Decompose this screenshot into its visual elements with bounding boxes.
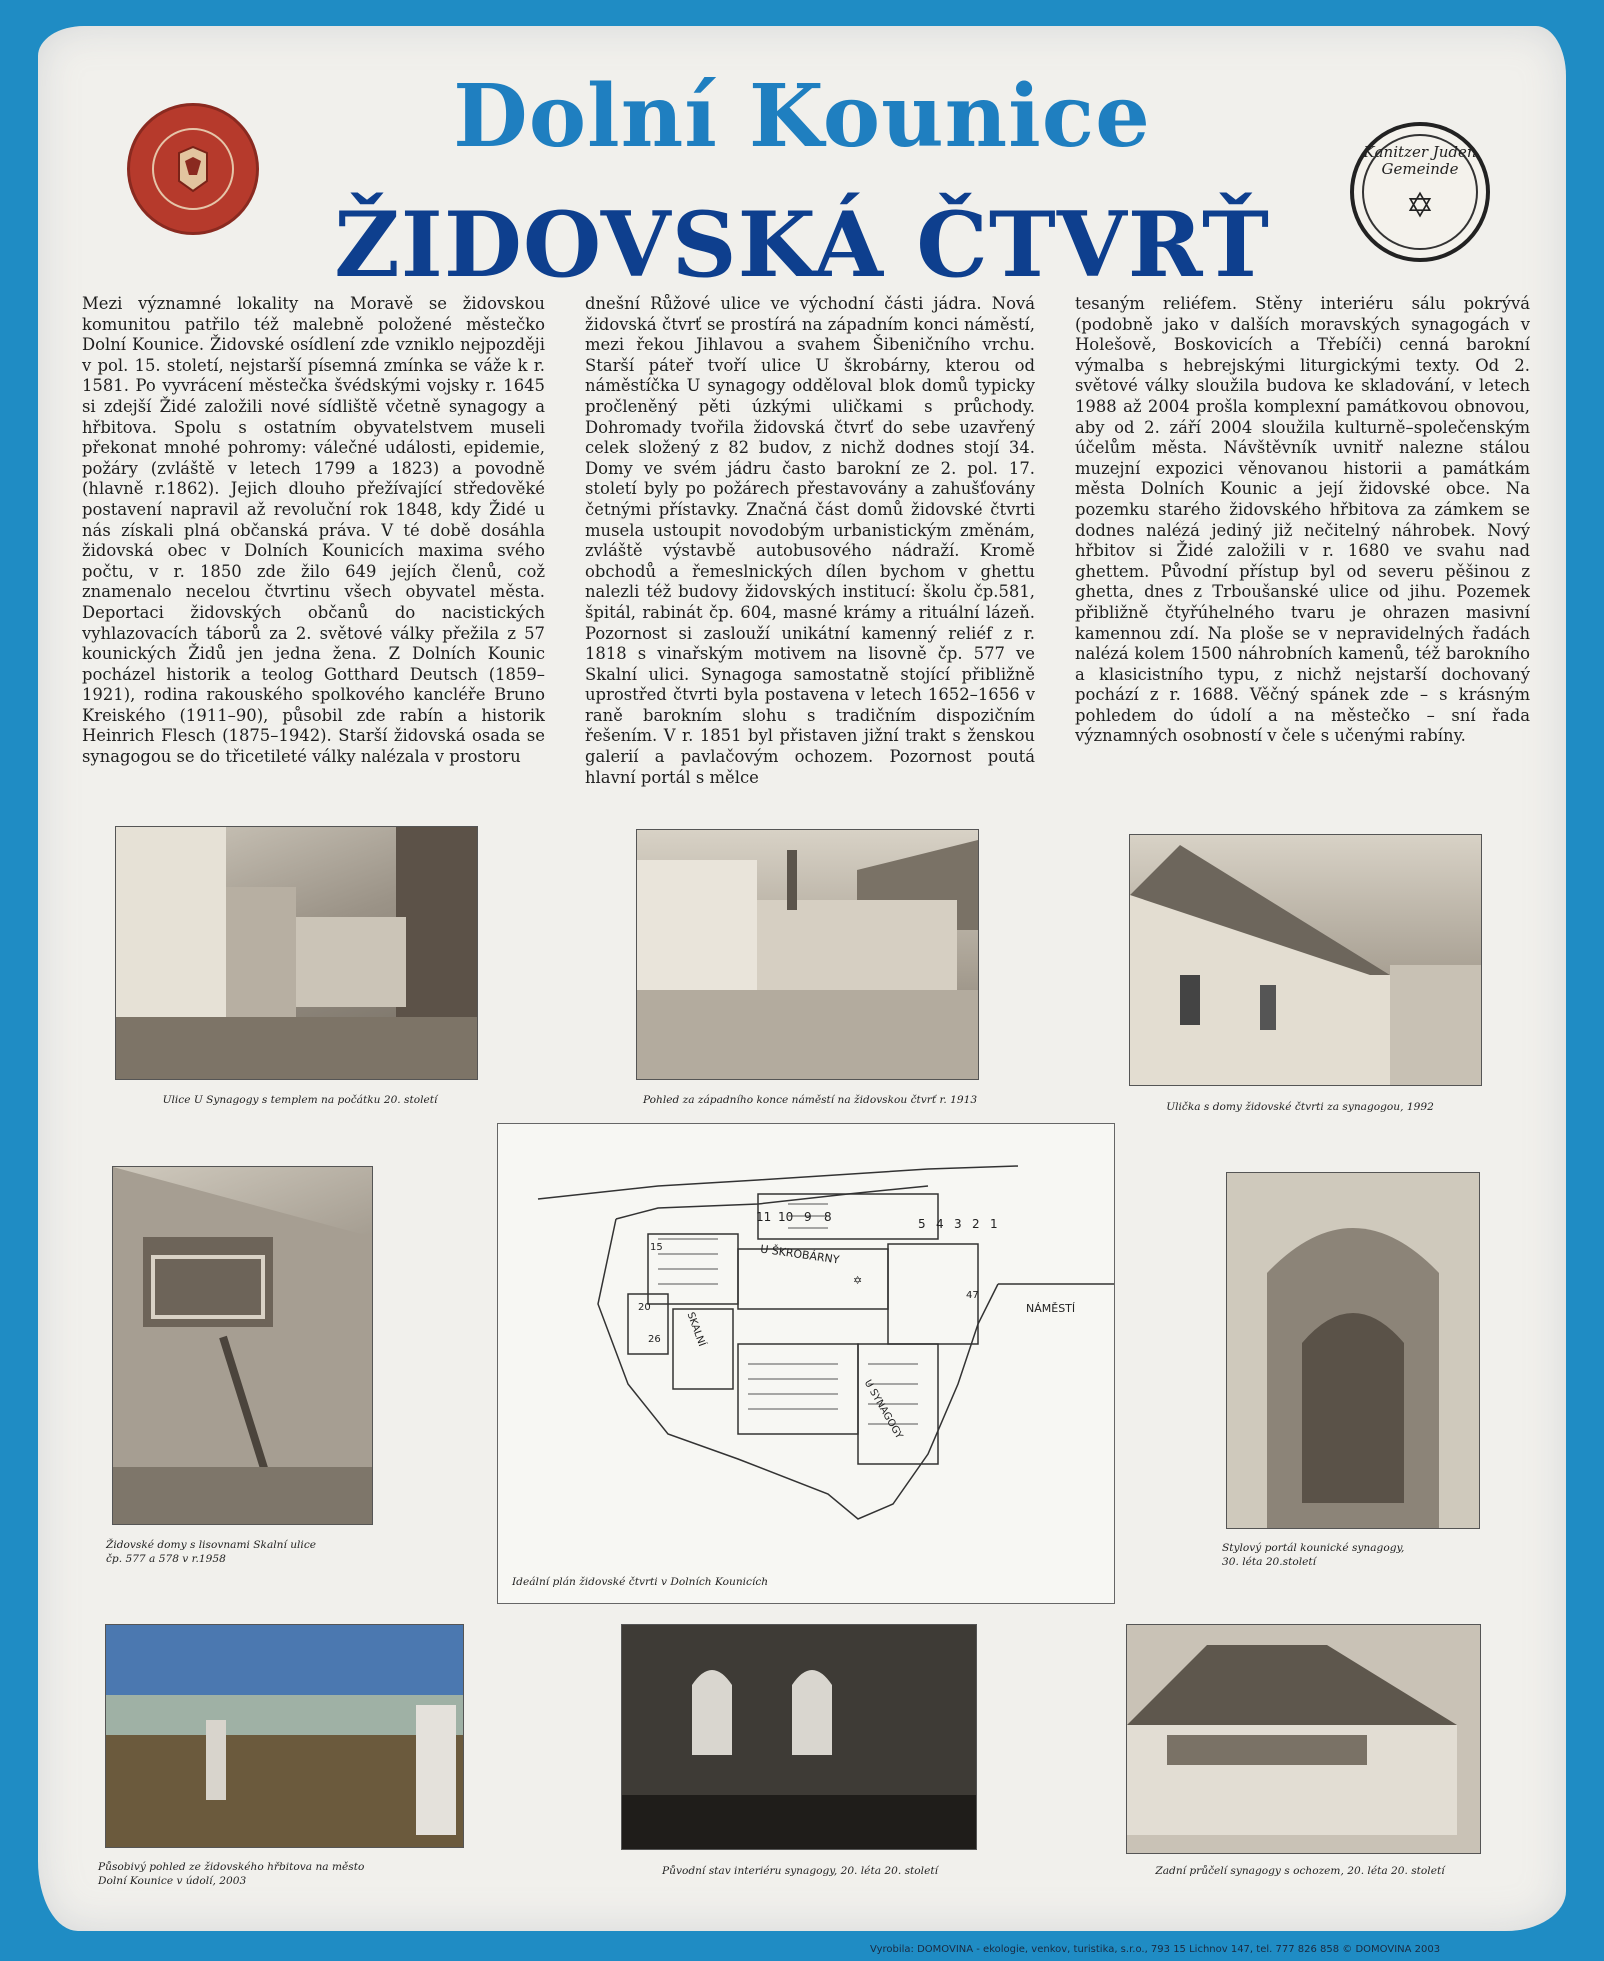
photo-sketch bbox=[106, 1625, 463, 1847]
photo-sketch bbox=[113, 1167, 372, 1524]
star-of-david-icon: ✡ bbox=[1405, 186, 1435, 226]
photo-alley-1992 bbox=[1129, 834, 1482, 1086]
text-column-1: Mezi významné lokality na Moravě se židovskou komunitou patřilo též malebně položené městečko Dolní Kounice. Židovské osídlení zde vzniklo nejpozději v pol. 15. století, nejstarší písemná zmínka se váže k r. 1581. Po vyvrácení městečka švédskými vojsky r. 1645 si zdejší Židé založili nové sídliště včetně synagogy a hřbitova. Spolu s ostatním obyvatelstvem museli překonat mnohé pohromy: válečné události, epidemie, požáry (zvláště v letech 1799 a 1823) a povodně (hlavně r.1862). Jejich dlouho přežívající středověké postavení napravil až revoluční rok 1848, kdy Židé u nás získali plná občanská práva. V té době dosáhla židovská obec v Dolních Kounicích maxima svého počtu, v r. 1850 zde žilo 649 jejích členů, což znamenalo necelou čtvrtinu všech obyvatel města. Deportaci židovských občanů do nacistických vyhlazovacích táborů za 2. světové války přežila z 57 kounických Židů jen jedna žena. Z Dolních Kounic pocházel historik a teolog Gotthard Deutsch (1859–1921), rodina rakouského spolkového kancléře Bruno Kreiského (1911–90), působil zde rabín a historik Heinrich Flesch (1875–1942). Starší židovská osada se synagogou se do třicetileté války nalézala v prostoru bbox=[82, 294, 545, 767]
photo-cemetery-view bbox=[105, 1624, 464, 1848]
photo-sketch bbox=[1130, 835, 1481, 1085]
map-plot-number: 2 bbox=[972, 1217, 980, 1231]
photo-sketch bbox=[116, 827, 477, 1079]
map-plot-number: 3 bbox=[954, 1217, 962, 1231]
caption-photo-8: Zadní průčelí synagogy s ochozem, 20. léta 20. století bbox=[1155, 1865, 1445, 1877]
page-title: Dolní Kounice bbox=[453, 66, 1151, 167]
photo-sketch bbox=[1227, 1173, 1479, 1528]
footer-credits: Vyrobila: DOMOVINA - ekologie, venkov, turistika, s.r.o., 793 15 Lichnov 147, tel. 777 826 858 © DOMOVINA 2003 bbox=[870, 1944, 1441, 1955]
map-label-u-skrobarny: U ŠKROBÁRNY bbox=[759, 1242, 841, 1267]
map-plot-number: 4 bbox=[936, 1217, 944, 1231]
photo-sketch bbox=[637, 830, 978, 1079]
map-plot-number: 1 bbox=[990, 1217, 998, 1231]
map-label-skalni: SKALNÍ bbox=[684, 1310, 708, 1349]
photo-sketch bbox=[622, 1625, 976, 1849]
caption-photo-2: Pohled za západního konce náměstí na židovskou čtvrť r. 1913 bbox=[642, 1094, 978, 1106]
caption-photo-3: Ulička s domy židovské čtvrti za synagogou, 1992 bbox=[1166, 1101, 1434, 1113]
map-plot-number: 11 bbox=[756, 1210, 772, 1224]
map-plot-number: 26 bbox=[648, 1334, 661, 1345]
caption-photo-6-line1: Působivý pohled ze židovského hřbitova na město bbox=[98, 1861, 365, 1873]
map-plot-number: 15 bbox=[650, 1242, 663, 1253]
map-label-u-synagogy: U SYNAGOGY bbox=[861, 1378, 905, 1441]
map-plot-number: 8 bbox=[824, 1210, 832, 1224]
map-plot-number: 47 bbox=[966, 1290, 979, 1301]
caption-photo-5-line2: 30. léta 20.století bbox=[1222, 1556, 1317, 1568]
photo-synagogue-rear bbox=[1126, 1624, 1481, 1854]
photo-skalni-houses bbox=[112, 1166, 373, 1525]
plan-drawing bbox=[498, 1124, 1114, 1603]
stamp-text: Kanitzer Juden Gemeinde bbox=[1363, 143, 1477, 178]
photo-synagogue-interior bbox=[621, 1624, 977, 1850]
caption-photo-4-line2: čp. 577 a 578 v r.1958 bbox=[106, 1553, 226, 1565]
map-plot-number: 10 bbox=[778, 1210, 794, 1224]
caption-photo-6-line2: Dolní Kounice v údolí, 2003 bbox=[98, 1875, 247, 1887]
map-label-star-icon: ✡ bbox=[853, 1274, 863, 1287]
photo-sketch bbox=[1127, 1625, 1480, 1853]
map-plot-number: 20 bbox=[638, 1302, 651, 1313]
caption-photo-7: Původní stav interiéru synagogy, 20. léta 20. století bbox=[662, 1865, 938, 1877]
map-plot-number: 9 bbox=[804, 1210, 812, 1224]
caption-map: Ideální plán židovské čtvrti v Dolních Kounicích bbox=[512, 1576, 769, 1588]
photo-street-u-synagogy bbox=[115, 826, 478, 1080]
map-plot-number: 5 bbox=[918, 1217, 926, 1231]
ghetto-plan-map bbox=[497, 1123, 1115, 1604]
caption-photo-4-line1: Židovské domy s lisovnami Skalní ulice bbox=[106, 1539, 317, 1551]
page-subtitle: ŽIDOVSKÁ ČTVRŤ bbox=[334, 192, 1270, 298]
caption-photo-5-line1: Stylový portál kounické synagogy, bbox=[1222, 1542, 1405, 1554]
caption-photo-1: Ulice U Synagogy s templem na počátku 20. století bbox=[162, 1094, 438, 1106]
photo-synagogue-portal bbox=[1226, 1172, 1480, 1529]
text-column-3: tesaným reliéfem. Stěny interiéru sálu pokrývá (podobně jako v dalších moravských synagogách v Holešově, Boskovicích a Třebíči) cenná barokní výmalba s hebrejskými liturgickými texty. Od 2. světové války sloužila budova ke skladování, v letech 1988 až 2004 prošla komplexní památkovou obnovou, aby od 2. září 2004 sloužila kulturně–společenským účelům města. Návštěvník uvnitř nalezne stálou muzejní expozici věnovanou historii a památkám města Dolních Kounic a její židovské obce. Na pozemku starého židovského hřbitova za zámkem se dodnes nalézá jediný již nečitelný náhrobek. Nový hřbitov si Židé založili v r. 1680 ve svahu nad ghettem. Původní přístup byl od severu pěšinou z ghetta, dnes z Trboušanské ulice od jihu. Pozemek přibližně čtyřúhelného tvaru je ohrazen masivní kamennou zdí. Na ploše se v nepravidelných řadách nalézá kolem 1500 náhrobních kamenů, též barokního a klasicistního typu, z nichž nejstarší dochovaný pochází z r. 1688. Věčný spánek zde – s krásným pohledem do údolí a na městečko – sní řada významných osobností v čele s učenými rabíny. bbox=[1075, 294, 1530, 746]
text-column-2: dnešní Růžové ulice ve východní části jádra. Nová židovská čtvrť se prostírá na západním konci náměstí, mezi řekou Jihlavou a svahem Šibeničního vrchu. Starší páteř tvoří ulice U škrobárny, kterou od náměstíčka U synagogy odděloval blok domů typicky pročleněný pěti úzkými uličkami s průchody. Dohromady tvořila židovská čtvrť do sebe uzavřený celek složený z 82 budov, z nichž dodnes stojí 34. Domy ve svém jádru často barokní ze 2. pol. 17. století byly po požárech přestavovány a zahušťovány četnými přístavky. Značná část domů židovské čtvrti musela ustoupit novodobým urbanistickým změnám, zvláště výstavbě autobusového nádraží. Kromě obchodů a řemeslnických dílen bychom v ghettu nalezli též budovy židovských institucí: školu čp.581, špitál, rabinát čp. 604, masné krámy a rituální lázeň. Pozornost si zaslouží unikátní kamenný reliéf z r. 1818 s vinařským motivem na lisovně čp. 577 ve Skalní ulici. Synagoga samostatně stojící přibližně uprostřed čtvrti byla postavena v letech 1652–1656 v raně barokním slohu s tradičním dispozičním řešením. V r. 1851 byl přistaven jižní trakt s ženskou galerií a pavlačovým ochozem. Pozornost poutá hlavní portál s mělce bbox=[585, 294, 1035, 787]
map-label-namesti: NÁMĚSTÍ bbox=[1026, 1302, 1076, 1315]
photo-square-1913 bbox=[636, 829, 979, 1080]
